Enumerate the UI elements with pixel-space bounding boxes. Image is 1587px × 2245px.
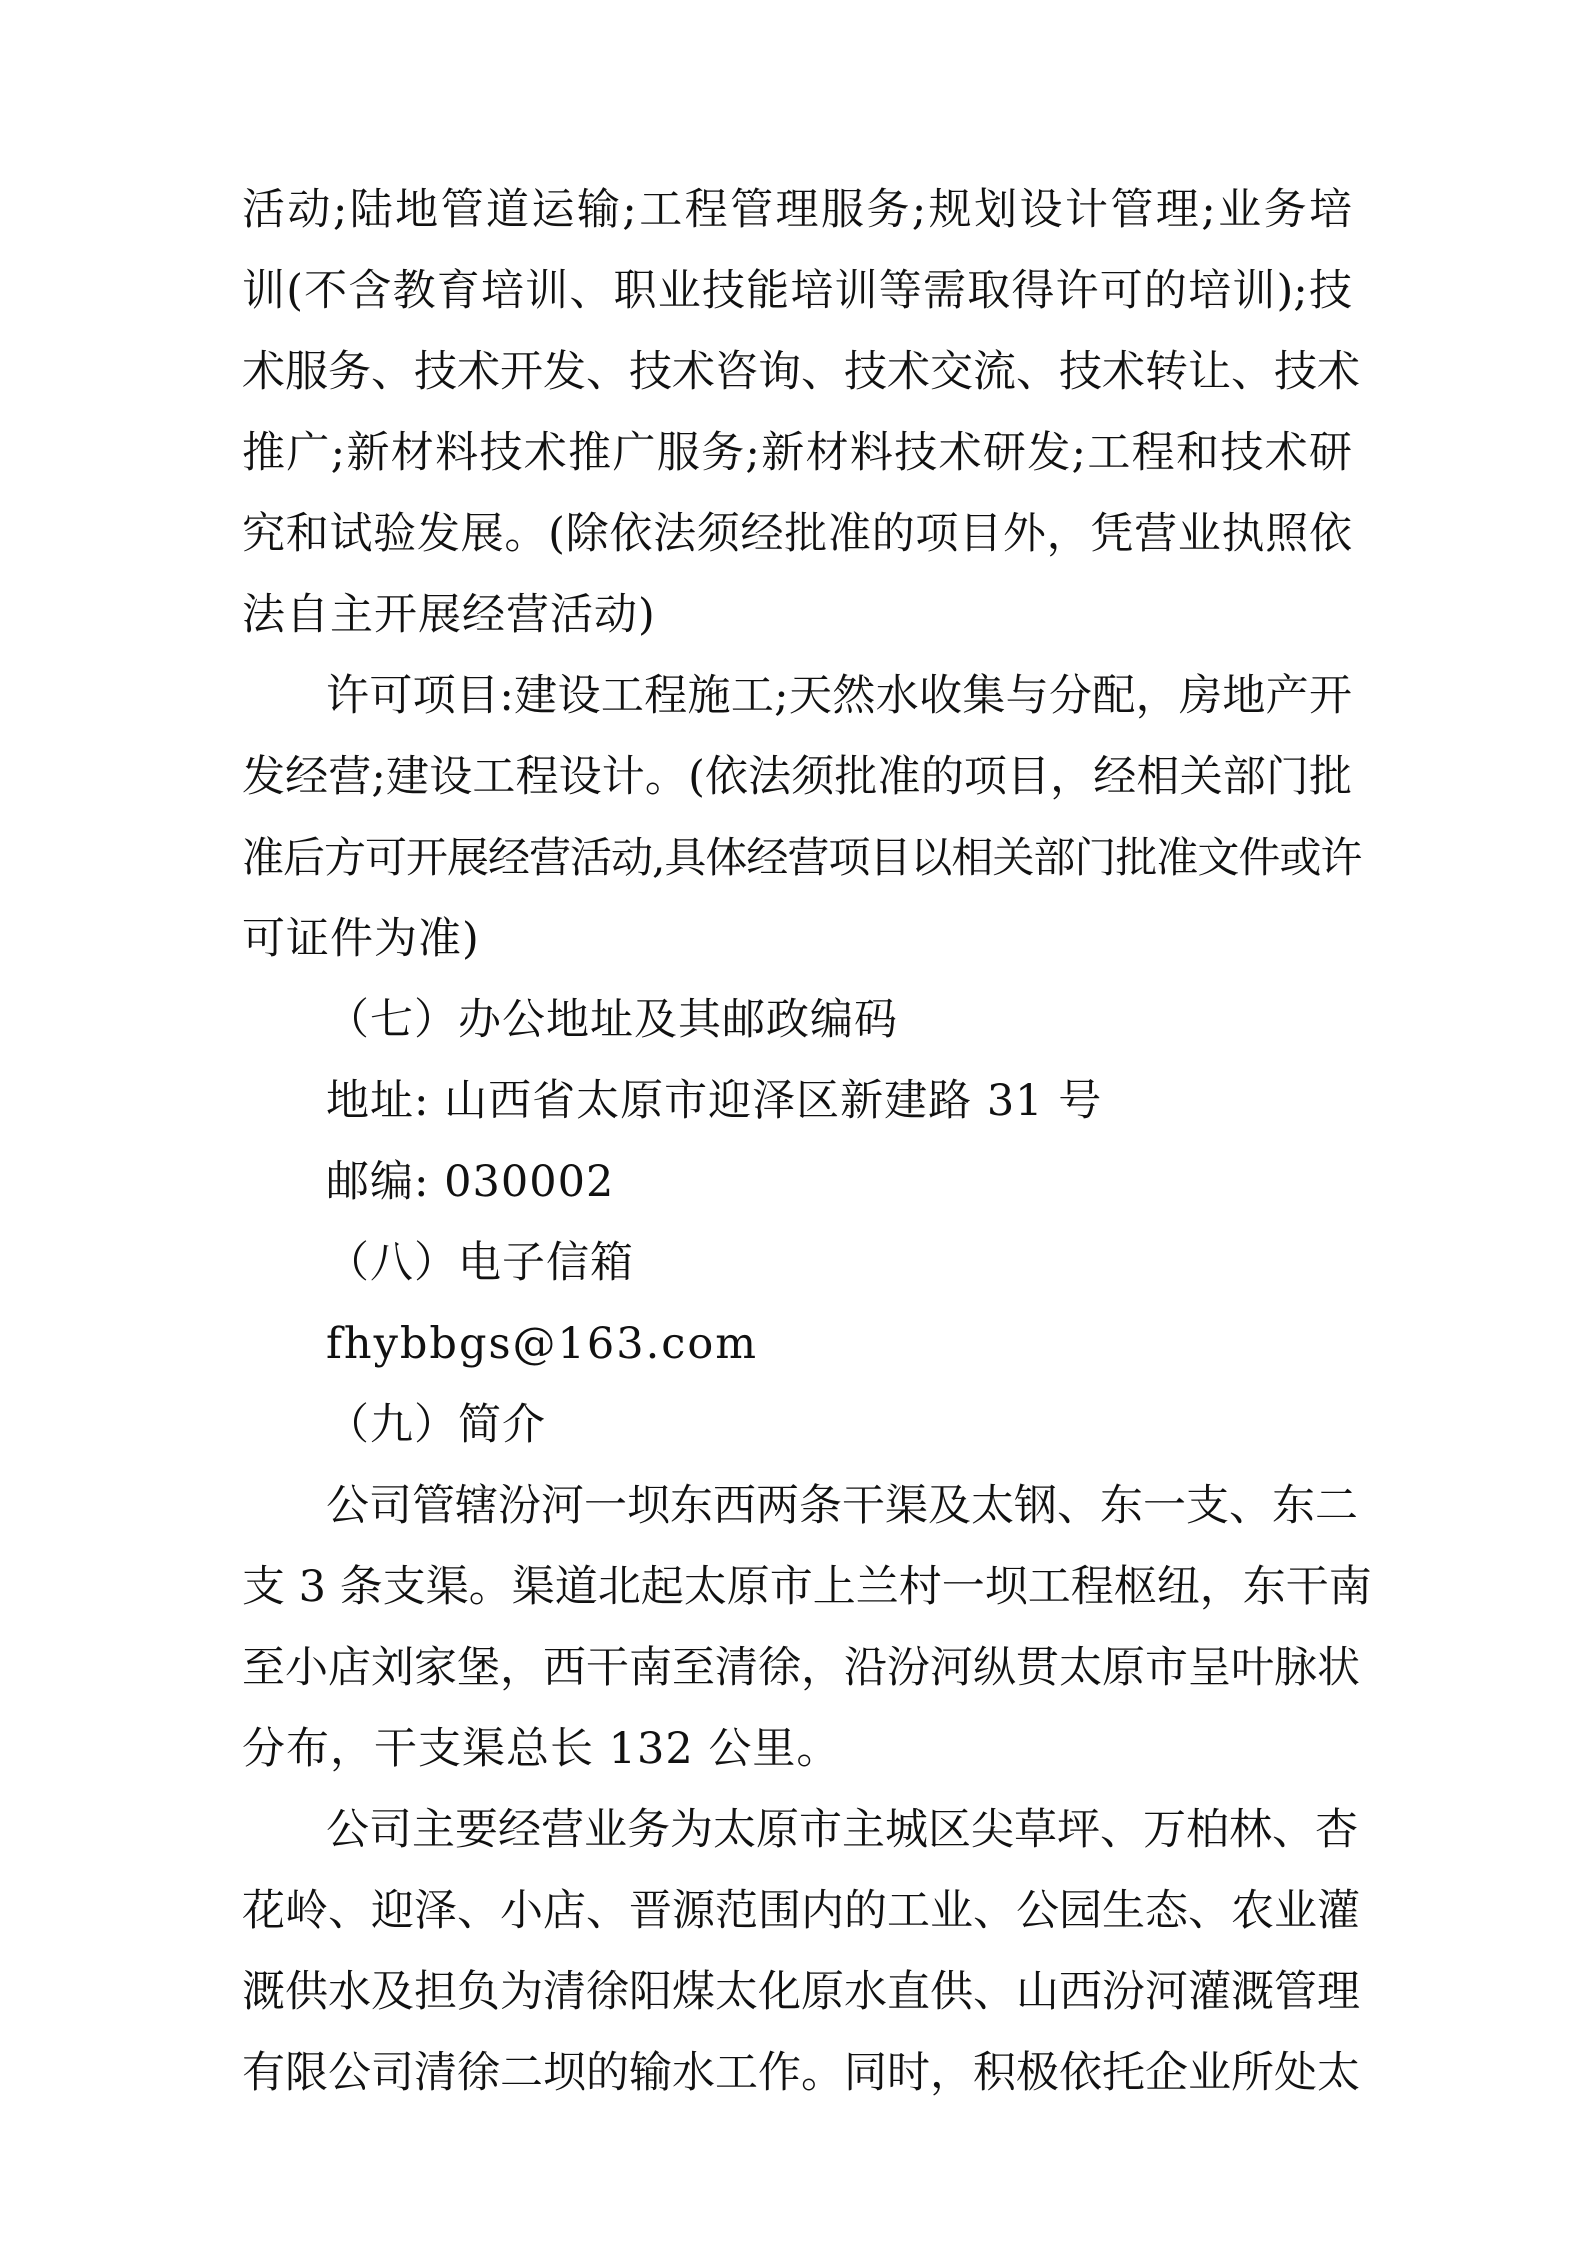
text-line: 溉供水及担负为清徐阳煤太化原水直供、山西汾河灌溉管理 <box>242 1967 1360 2017</box>
text-line: 发经营;建设工程设计。(依法须批准的项目，经相关部门批 <box>242 752 1352 802</box>
address-line: 地址: 山西省太原市迎泽区新建路 31 号 <box>326 1076 1103 1126</box>
paragraph-start-line: 公司主要经营业务为太原市主城区尖草坪、万柏林、杏 <box>326 1805 1358 1855</box>
text-line: 分布，干支渠总长 132 公里。 <box>242 1724 841 1774</box>
text-line: 训(不含教育培训、职业技能培训等需取得许可的培训);技 <box>242 266 1352 316</box>
text-line: 究和试验发展。(除依法须经批准的项目外，凭营业执照依 <box>242 509 1352 559</box>
email-line: fhybbgs@163.com <box>326 1319 759 1369</box>
text-line: 准后方可开展经营活动,具体经营项目以相关部门批准文件或许 <box>242 833 1362 882</box>
text-line: 支 3 条支渠。渠道北起太原市上兰村一坝工程枢纽，东干南 <box>242 1562 1372 1612</box>
text-line: 可证件为准) <box>242 914 480 964</box>
text-line: 推广;新材料技术推广服务;新材料技术研发;工程和技术研 <box>242 428 1352 478</box>
text-line: 术服务、技术开发、技术咨询、技术交流、技术转让、技术 <box>242 347 1360 397</box>
text-line: 法自主开展经营活动) <box>242 590 656 640</box>
paragraph-start-line: 公司管辖汾河一坝东西两条干渠及太钢、东一支、东二 <box>326 1481 1358 1531</box>
postcode-line: 邮编: 030002 <box>326 1157 615 1207</box>
text-line: 有限公司清徐二坝的输水工作。同时，积极依托企业所处太 <box>242 2048 1360 2098</box>
text-line: 花岭、迎泽、小店、晋源范围内的工业、公园生态、农业灌 <box>242 1886 1360 1936</box>
section-heading: （八）电子信箱 <box>326 1238 634 1288</box>
section-heading: （七）办公地址及其邮政编码 <box>326 995 898 1045</box>
text-line: 活动;陆地管道运输;工程管理服务;规划设计管理;业务培 <box>242 185 1352 235</box>
section-heading: （九）简介 <box>326 1400 546 1450</box>
paragraph-start-line: 许可项目:建设工程施工;天然水收集与分配，房地产开 <box>326 671 1352 721</box>
text-line: 至小店刘家堡，西干南至清徐，沿汾河纵贯太原市呈叶脉状 <box>242 1643 1360 1693</box>
